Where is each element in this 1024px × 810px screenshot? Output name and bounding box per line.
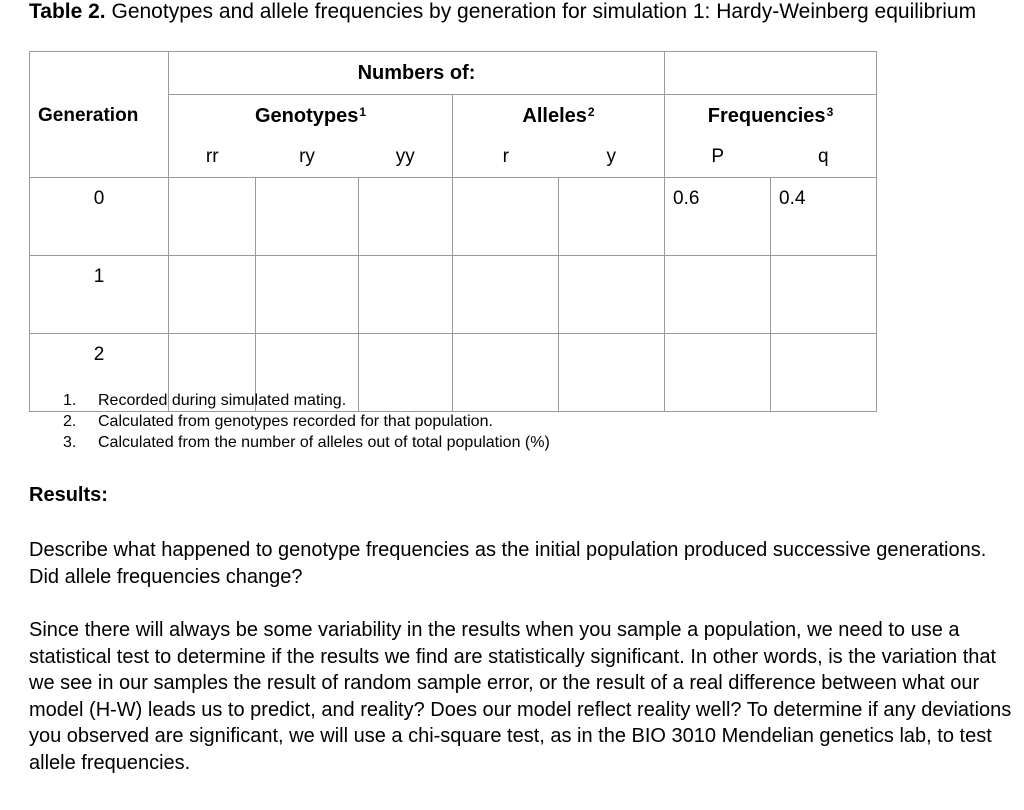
results-heading: Results: bbox=[29, 484, 108, 506]
table-row bbox=[30, 178, 877, 256]
col-p: P bbox=[665, 137, 771, 178]
y-cell[interactable] bbox=[559, 334, 665, 412]
results-question: Describe what happened to genotype frequencies as the initial population produced successive generations. Did allele frequencies change? bbox=[29, 539, 987, 588]
q-cell[interactable]: 0.4 bbox=[771, 178, 877, 256]
footnotes bbox=[63, 390, 550, 453]
col-ry: ry bbox=[256, 137, 359, 178]
col-y: y bbox=[559, 137, 665, 178]
r-cell[interactable] bbox=[453, 178, 559, 256]
footnote-text: Calculated from genotypes recorded for that population. bbox=[98, 413, 493, 430]
empty-header-cell bbox=[665, 52, 877, 95]
col-q: q bbox=[771, 137, 877, 178]
footnote-item bbox=[63, 411, 550, 432]
ry-cell[interactable] bbox=[256, 178, 359, 256]
genotype-table bbox=[29, 51, 877, 412]
alleles-footnote: 2 bbox=[587, 104, 595, 119]
y-cell[interactable] bbox=[559, 256, 665, 334]
frequencies-footnote: 3 bbox=[826, 104, 834, 119]
r-cell[interactable] bbox=[453, 256, 559, 334]
caption-text: Genotypes and allele frequencies by generation for simulation 1: Hardy-Weinberg equilibrium bbox=[111, 0, 977, 23]
footnote-number: 2. bbox=[63, 413, 77, 430]
p-cell[interactable] bbox=[665, 256, 771, 334]
rr-cell[interactable] bbox=[169, 178, 256, 256]
table-caption bbox=[29, 0, 999, 24]
footnote-number: 1. bbox=[63, 392, 77, 409]
genotypes-footnote: 1 bbox=[359, 104, 367, 119]
y-cell[interactable] bbox=[559, 178, 665, 256]
col-rr: rr bbox=[169, 137, 256, 178]
footnote-text: Calculated from the number of alleles out of total population (%) bbox=[98, 434, 550, 451]
footnote-item bbox=[63, 390, 550, 411]
ry-cell[interactable] bbox=[256, 256, 359, 334]
col-r: r bbox=[453, 137, 559, 178]
footnote-item bbox=[63, 432, 550, 453]
yy-cell[interactable] bbox=[359, 178, 453, 256]
col-yy: yy bbox=[359, 137, 453, 178]
corner-cell bbox=[30, 52, 169, 95]
p-cell[interactable] bbox=[665, 334, 771, 412]
yy-cell[interactable] bbox=[359, 256, 453, 334]
footnote-number: 3. bbox=[63, 434, 77, 451]
frequencies-header: Frequencies$^3$ bbox=[665, 95, 877, 138]
q-cell[interactable] bbox=[771, 334, 877, 412]
rr-cell[interactable] bbox=[169, 256, 256, 334]
footnote-text: Recorded during simulated mating. bbox=[98, 392, 347, 409]
genotypes-header: Genotypes$^1$ bbox=[169, 95, 453, 138]
generation-cell: 1 bbox=[30, 256, 169, 334]
generation-cell: 2 bbox=[30, 334, 169, 412]
generation-header: Generation bbox=[30, 95, 169, 138]
chi-square-paragraph: Since there will always be some variability in the results when you sample a population, we need to use a statistical test to determine if the results we find are statistically significant. In other words, is the variation that we see in our samples the result of random sample error, or the result of a real difference between what our model (H-W) leads us to predict, and reality? Does our model reflect reality well? To determine if any deviations you observed are significant, we will use a chi-square test, as in the BIO 3010 Mendelian genetics lab, to test allele frequencies. bbox=[29, 619, 1012, 774]
q-cell[interactable] bbox=[771, 256, 877, 334]
table-row bbox=[30, 256, 877, 334]
generation-cell: 0 bbox=[30, 178, 169, 256]
alleles-header: Alleles$^2$ bbox=[453, 95, 665, 138]
generation-header-spacer bbox=[30, 137, 169, 178]
p-cell[interactable]: 0.6 bbox=[665, 178, 771, 256]
numbers-of-header: Numbers of: bbox=[169, 52, 665, 95]
caption-label: Table 2. bbox=[29, 0, 106, 23]
